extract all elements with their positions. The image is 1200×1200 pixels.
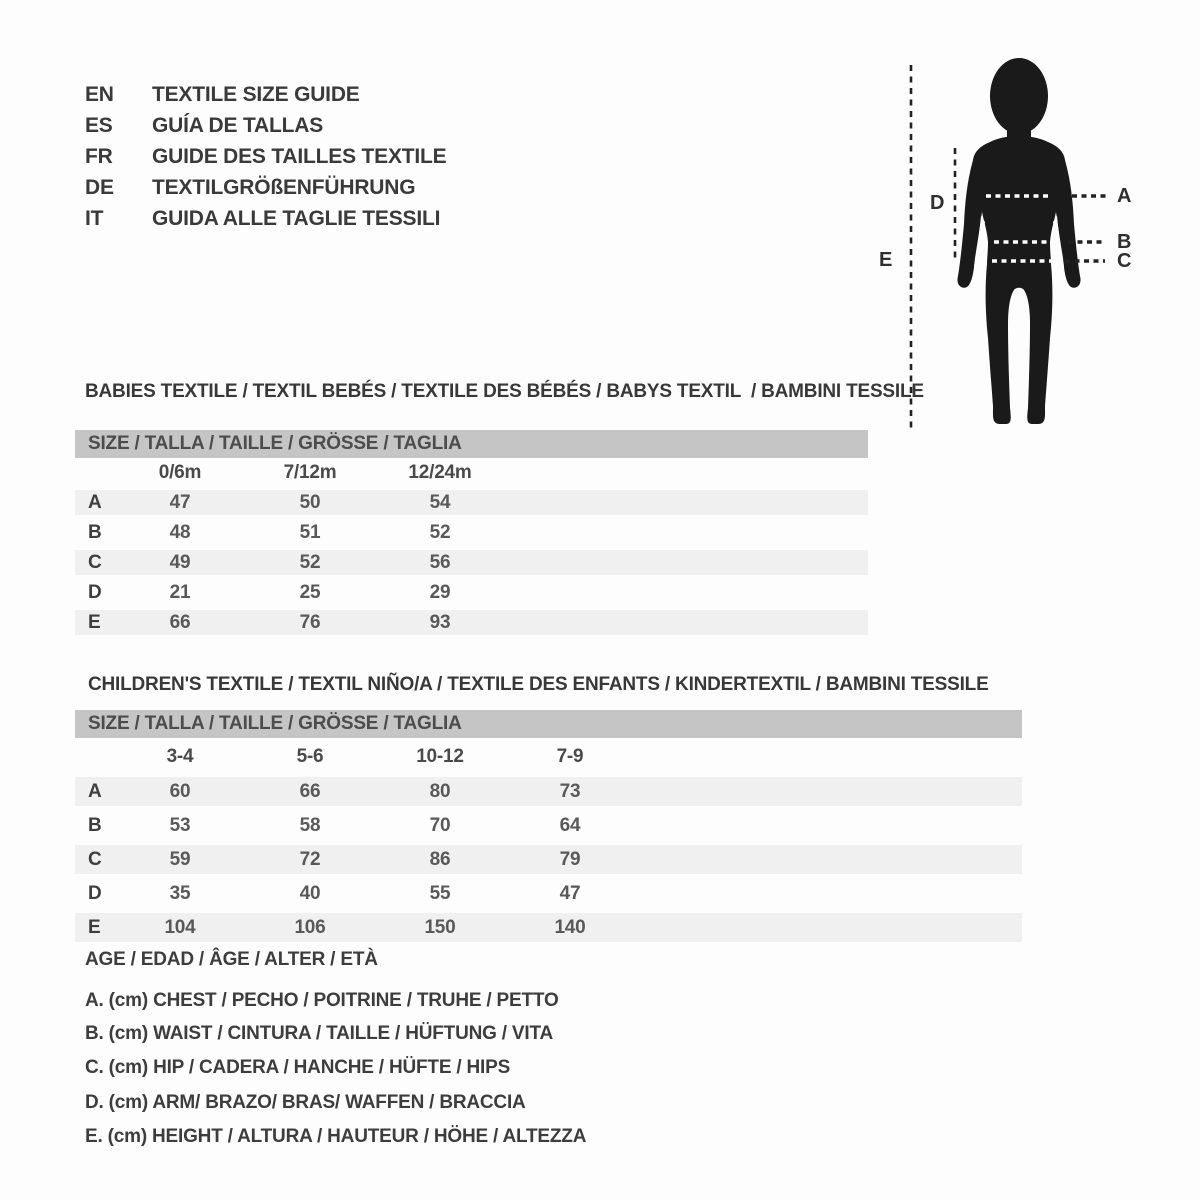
lang-code: FR xyxy=(85,145,113,168)
legend-age: AGE / EDAD / ÂGE / ALTER / ETÀ xyxy=(85,949,378,970)
column-header: 3-4 xyxy=(166,746,194,767)
cell: 66 xyxy=(169,612,191,633)
lang-label: GUIDA ALLE TAGLIE TESSILI xyxy=(152,207,441,230)
cell: 55 xyxy=(429,883,451,904)
table-row xyxy=(75,488,868,518)
legend-chest: A. (cm) CHEST / PECHO / POITRINE / TRUHE / PETTO xyxy=(85,990,559,1011)
cell: 40 xyxy=(299,883,321,904)
figure-label-waist: B xyxy=(1117,231,1132,253)
cell: 51 xyxy=(299,522,321,543)
cell: 93 xyxy=(429,612,451,633)
lang-code: DE xyxy=(85,176,114,199)
legend-hip: C. (cm) HIP / CADERA / HANCHE / HÜFTE / HIPS xyxy=(85,1057,511,1078)
lang-row-fr xyxy=(85,141,446,172)
row-label: B xyxy=(88,815,102,836)
cell: 73 xyxy=(559,781,581,802)
children-section-title: CHILDREN'S TEXTILE / TEXTIL NIÑO/A / TEXTILE DES ENFANTS / KINDERTEXTIL / BAMBINI TESSILE xyxy=(88,674,989,695)
column-header: 7-9 xyxy=(556,746,584,767)
child-silhouette xyxy=(957,58,1080,424)
cell: 47 xyxy=(559,883,581,904)
figure-label-height: E xyxy=(879,249,893,271)
cell: 70 xyxy=(429,815,451,836)
figure-label-hip: C xyxy=(1117,250,1132,272)
row-label: C xyxy=(88,552,102,573)
table-row xyxy=(75,877,1022,911)
cell: 53 xyxy=(169,815,191,836)
table-row xyxy=(75,518,868,548)
row-label: A xyxy=(88,492,102,513)
lang-code: EN xyxy=(85,83,114,106)
lang-code: ES xyxy=(85,114,113,137)
table-row xyxy=(75,911,1022,945)
cell: 64 xyxy=(559,815,581,836)
lang-label: TEXTILGRÖßENFÜHRUNG xyxy=(152,176,416,199)
table-row xyxy=(75,578,868,608)
lang-label: GUIDE DES TAILLES TEXTILE xyxy=(152,145,447,168)
cell: 106 xyxy=(294,917,326,938)
babies-size-header-bar: SIZE / TALLA / TAILLE / GRÖSSE / TAGLIA xyxy=(75,430,868,458)
legend-height: E. (cm) HEIGHT / ALTURA / HAUTEUR / HÖHE / ALTEZZA xyxy=(85,1126,587,1147)
table-row xyxy=(75,775,1022,809)
cell: 49 xyxy=(169,552,191,573)
cell: 140 xyxy=(554,917,586,938)
cell: 56 xyxy=(429,552,451,573)
row-label: D xyxy=(88,582,102,603)
cell: 35 xyxy=(169,883,191,904)
babies-section-title: BABIES TEXTILE / TEXTIL BEBÉS / TEXTILE DES BÉBÉS / BABYS TEXTIL / BAMBINI TESSILE xyxy=(85,381,924,402)
table-row xyxy=(75,548,868,578)
cell: 29 xyxy=(429,582,451,603)
column-header: 7/12m xyxy=(283,462,337,483)
row-label: B xyxy=(88,522,102,543)
row-label: E xyxy=(88,612,101,633)
cell: 58 xyxy=(299,815,321,836)
cell: 80 xyxy=(429,781,451,802)
row-label: A xyxy=(88,781,102,802)
lang-label: GUÍA DE TALLAS xyxy=(152,114,324,137)
cell: 86 xyxy=(429,849,451,870)
cell: 59 xyxy=(169,849,191,870)
lang-label: TEXTILE SIZE GUIDE xyxy=(152,83,360,106)
cell: 50 xyxy=(299,492,321,513)
legend-arm: D. (cm) ARM/ BRAZO/ BRAS/ WAFFEN / BRACCIA xyxy=(85,1092,526,1113)
cell: 52 xyxy=(429,522,451,543)
lang-code: IT xyxy=(85,207,104,230)
column-header: 0/6m xyxy=(158,462,202,483)
column-header: 10-12 xyxy=(416,746,464,767)
cell: 60 xyxy=(169,781,191,802)
cell: 48 xyxy=(169,522,191,543)
cell: 52 xyxy=(299,552,321,573)
figure-label-arm: D xyxy=(930,192,945,214)
cell: 25 xyxy=(299,582,321,603)
row-label: D xyxy=(88,883,102,904)
column-header: 5-6 xyxy=(296,746,324,767)
language-list xyxy=(85,79,446,234)
cell: 150 xyxy=(424,917,456,938)
cell: 104 xyxy=(164,917,196,938)
children-column-headers xyxy=(75,738,1022,775)
row-label: C xyxy=(88,849,102,870)
row-label: E xyxy=(88,917,101,938)
cell: 79 xyxy=(559,849,581,870)
table-row xyxy=(75,843,1022,877)
cell: 66 xyxy=(299,781,321,802)
table-row xyxy=(75,608,868,638)
babies-size-table xyxy=(75,430,868,638)
lang-row-en xyxy=(85,79,446,110)
table-row xyxy=(75,809,1022,843)
cell: 54 xyxy=(429,492,451,513)
babies-column-headers xyxy=(75,458,868,488)
children-size-header-bar: SIZE / TALLA / TAILLE / GRÖSSE / TAGLIA xyxy=(75,710,1022,738)
lang-row-it xyxy=(85,203,446,234)
lang-row-de xyxy=(85,172,446,203)
cell: 21 xyxy=(169,582,191,603)
figure-label-chest: A xyxy=(1117,185,1132,207)
legend-waist: B. (cm) WAIST / CINTURA / TAILLE / HÜFTUNG / VITA xyxy=(85,1023,553,1044)
column-header: 12/24m xyxy=(408,462,472,483)
cell: 47 xyxy=(169,492,191,513)
cell: 72 xyxy=(299,849,321,870)
children-size-table xyxy=(75,710,1022,945)
cell: 76 xyxy=(299,612,321,633)
lang-row-es xyxy=(85,110,446,141)
